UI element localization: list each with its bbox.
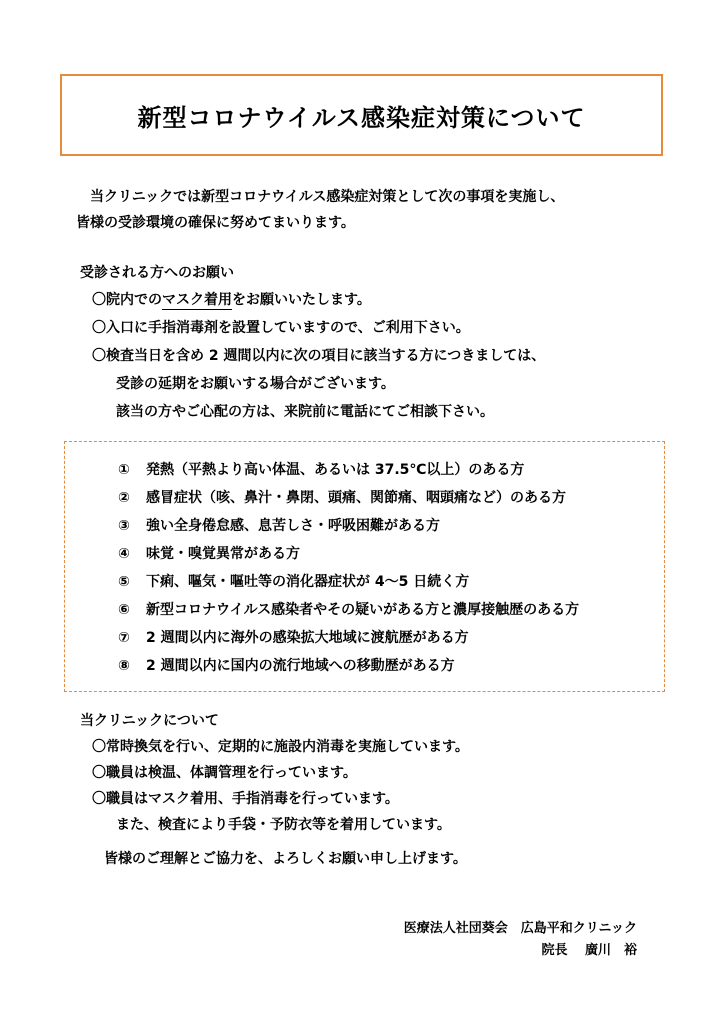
symptom-text: 発熱（平熱より高い体温、あるいは 37.5℃以上）のある方: [146, 462, 525, 478]
symptom-number: ④: [118, 546, 130, 562]
signature-block: [404, 918, 637, 962]
intro-line-1: 当クリニックでは新型コロナウイルス感染症対策として次の事項を実施し、: [90, 189, 565, 205]
list-item: 〇常時換気を行い、定期的に施設内消毒を実施しています。: [92, 739, 469, 755]
symptom-text: 感冒症状（咳、鼻汁・鼻閉、頭痛、関節痛、咽頭痛など）のある方: [146, 490, 566, 506]
symptom-text: 新型コロナウイルス感染者やその疑いがある方と濃厚接触歴のある方: [146, 602, 580, 618]
symptom-text: 強い全身倦怠感、息苦しさ・呼吸困難がある方: [146, 518, 440, 534]
list-item: 〇入口に手指消毒剤を設置していますので、ご利用下さい。: [92, 320, 470, 336]
list-item-continuation: 該当の方やご心配の方は、来院前に電話にてご相談下さい。: [116, 404, 494, 420]
clinic-name: 医療法人社団葵会 広島平和クリニック: [403, 921, 637, 936]
item-text: 〇院内での: [92, 292, 162, 308]
symptom-item: [118, 624, 579, 652]
director-name: 院長 廣川 裕: [541, 943, 637, 958]
mask-emphasis: マスク着用: [162, 292, 232, 308]
clinic-heading: 当クリニックについて: [80, 713, 219, 729]
symptom-list: [118, 456, 579, 680]
symptom-item: [118, 652, 579, 680]
list-item: [92, 286, 545, 314]
symptom-number: ⑧: [118, 658, 130, 674]
closing-message: 皆様のご理解とご協力を、よろしくお願い申し上げます。: [104, 851, 467, 867]
symptom-item: [118, 568, 579, 596]
symptom-number: ⑦: [118, 630, 130, 646]
clinic-measures-list: [92, 734, 469, 838]
symptom-text: 2 週間以内に海外の感染拡大地域に渡航歴がある方: [146, 630, 469, 646]
symptom-item: [118, 596, 579, 624]
list-item: 〇職員はマスク着用、手指消毒を行っています。: [92, 791, 399, 807]
symptom-number: ②: [118, 490, 130, 506]
intro-paragraph: [76, 184, 676, 236]
list-item: 〇職員は検温、体調管理を行っています。: [92, 765, 357, 781]
patients-request-list: [92, 286, 545, 426]
symptom-item: [118, 540, 579, 568]
list-item-continuation: 受診の延期をお願いする場合がございます。: [116, 376, 395, 392]
symptom-number: ①: [118, 462, 130, 478]
title-box: [60, 74, 663, 156]
item-text: をお願いいたします。: [232, 292, 371, 308]
symptom-text: 下痢、嘔気・嘔吐等の消化器症状が 4～5 日続く方: [146, 574, 470, 590]
symptom-text: 味覚・嗅覚異常がある方: [146, 546, 300, 562]
list-item-continuation: また、検査により手袋・予防衣等を着用しています。: [116, 817, 451, 833]
page-title: 新型コロナウイルス感染症対策について: [137, 103, 586, 132]
symptom-item: [118, 484, 579, 512]
intro-line-2: 皆様の受診環境の確保に努めてまいります。: [76, 215, 355, 231]
patients-heading: 受診される方へのお願い: [80, 265, 234, 281]
symptom-item: [118, 456, 579, 484]
symptom-number: ③: [118, 518, 130, 534]
list-item: 〇検査当日を含め 2 週間以内に次の項目に該当する方につきましては、: [92, 348, 546, 364]
symptom-item: [118, 512, 579, 540]
symptom-number: ⑤: [118, 574, 130, 590]
symptom-number: ⑥: [118, 602, 130, 618]
symptom-text: 2 週間以内に国内の流行地域への移動歴がある方: [146, 658, 455, 674]
